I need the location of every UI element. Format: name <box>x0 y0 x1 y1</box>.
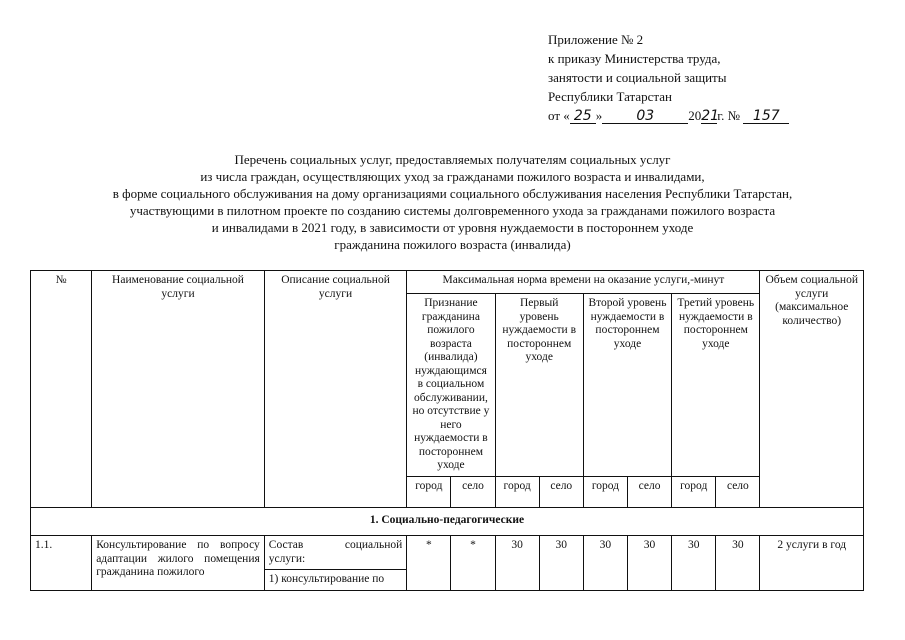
header-recognition: Признание гражданина пожилого возраста (инвалида) нуждающимся в социальном обслуживании, но отсутствие у него нуждаемости в постороннем уходе <box>407 294 495 477</box>
title-line: участвующими в пилотном проекте по созданию системы долговременного ухода за гражданами пожилого возраста <box>129 203 776 218</box>
appendix-block <box>548 30 789 125</box>
year-prefix: 20 <box>688 108 702 123</box>
header-city: город <box>407 477 451 508</box>
title-line: в форме социального обслуживания на дому организациями социального обслуживания населения Республики Татарстан, <box>112 186 793 201</box>
row-value: 30 <box>495 536 539 591</box>
title-line: гражданина пожилого возраста (инвалида) <box>334 237 571 252</box>
appendix-line: занятости и социальной защиты <box>548 70 727 85</box>
header-city: город <box>495 477 539 508</box>
header-level3: Третий уровень нуждаемости в постороннем уходе <box>672 294 760 477</box>
header-level2: Второй уровень нуждаемости в постороннем уходе <box>583 294 671 477</box>
title-line: Перечень социальных услуг, предоставляемых получателям социальных услуг <box>234 152 671 167</box>
row-value: 30 <box>627 536 671 591</box>
header-village: село <box>451 477 495 508</box>
document-title <box>0 151 905 253</box>
row-description-b: 1) консультирование по <box>264 570 406 591</box>
row-value: 30 <box>672 536 716 591</box>
order-day: 25 <box>570 109 596 124</box>
order-year: 21 <box>701 108 720 124</box>
header-max-time: Максимальная норма времени на оказание услуги,-минут <box>407 271 760 294</box>
date-close: » <box>595 108 603 123</box>
row-num: 1.1. <box>31 536 92 591</box>
header-description: Описание социальной услуги <box>264 271 406 508</box>
row-volume: 2 услуги в год <box>760 536 864 591</box>
appendix-line: Республики Татарстан <box>548 89 672 104</box>
header-row-1 <box>31 271 864 294</box>
header-volume: Объем социальной услуги (максимальное количество) <box>760 271 864 508</box>
row-value: 30 <box>539 536 583 591</box>
row-value: 30 <box>583 536 627 591</box>
date-prefix: от « <box>548 108 570 123</box>
header-num: № <box>31 271 92 508</box>
row-value: 30 <box>716 536 760 591</box>
order-date-line <box>548 106 789 125</box>
appendix-line: Приложение № 2 <box>548 32 644 47</box>
services-table <box>30 270 864 591</box>
title-line: и инвалидами в 2021 году, в зависимости от уровня нуждаемости в постороннем уходе <box>211 220 694 235</box>
header-level1: Первый уровень нуждаемости в постороннем уходе <box>495 294 583 477</box>
section-title: 1. Социально-педагогические <box>31 508 864 536</box>
header-name: Наименование социальной услуги <box>92 271 265 508</box>
row-value: * <box>407 536 451 591</box>
table-row <box>31 536 864 570</box>
row-name: Консультирование по вопросу адаптации жилого помещения гражданина пожилого <box>92 536 265 591</box>
order-number: 157 <box>743 109 789 124</box>
header-city: город <box>583 477 627 508</box>
title-line: из числа граждан, осуществляющих уход за гражданами пожилого возраста и инвалидами, <box>200 169 705 184</box>
header-village: село <box>716 477 760 508</box>
year-tail: г. № <box>717 108 741 123</box>
order-month: 03 <box>602 109 688 124</box>
header-village: село <box>627 477 671 508</box>
header-city: город <box>672 477 716 508</box>
row-description-a: Состав социальной услуги: <box>264 536 406 570</box>
row-value: * <box>451 536 495 591</box>
appendix-line: к приказу Министерства труда, <box>548 51 721 66</box>
section-row <box>31 508 864 536</box>
header-village: село <box>539 477 583 508</box>
